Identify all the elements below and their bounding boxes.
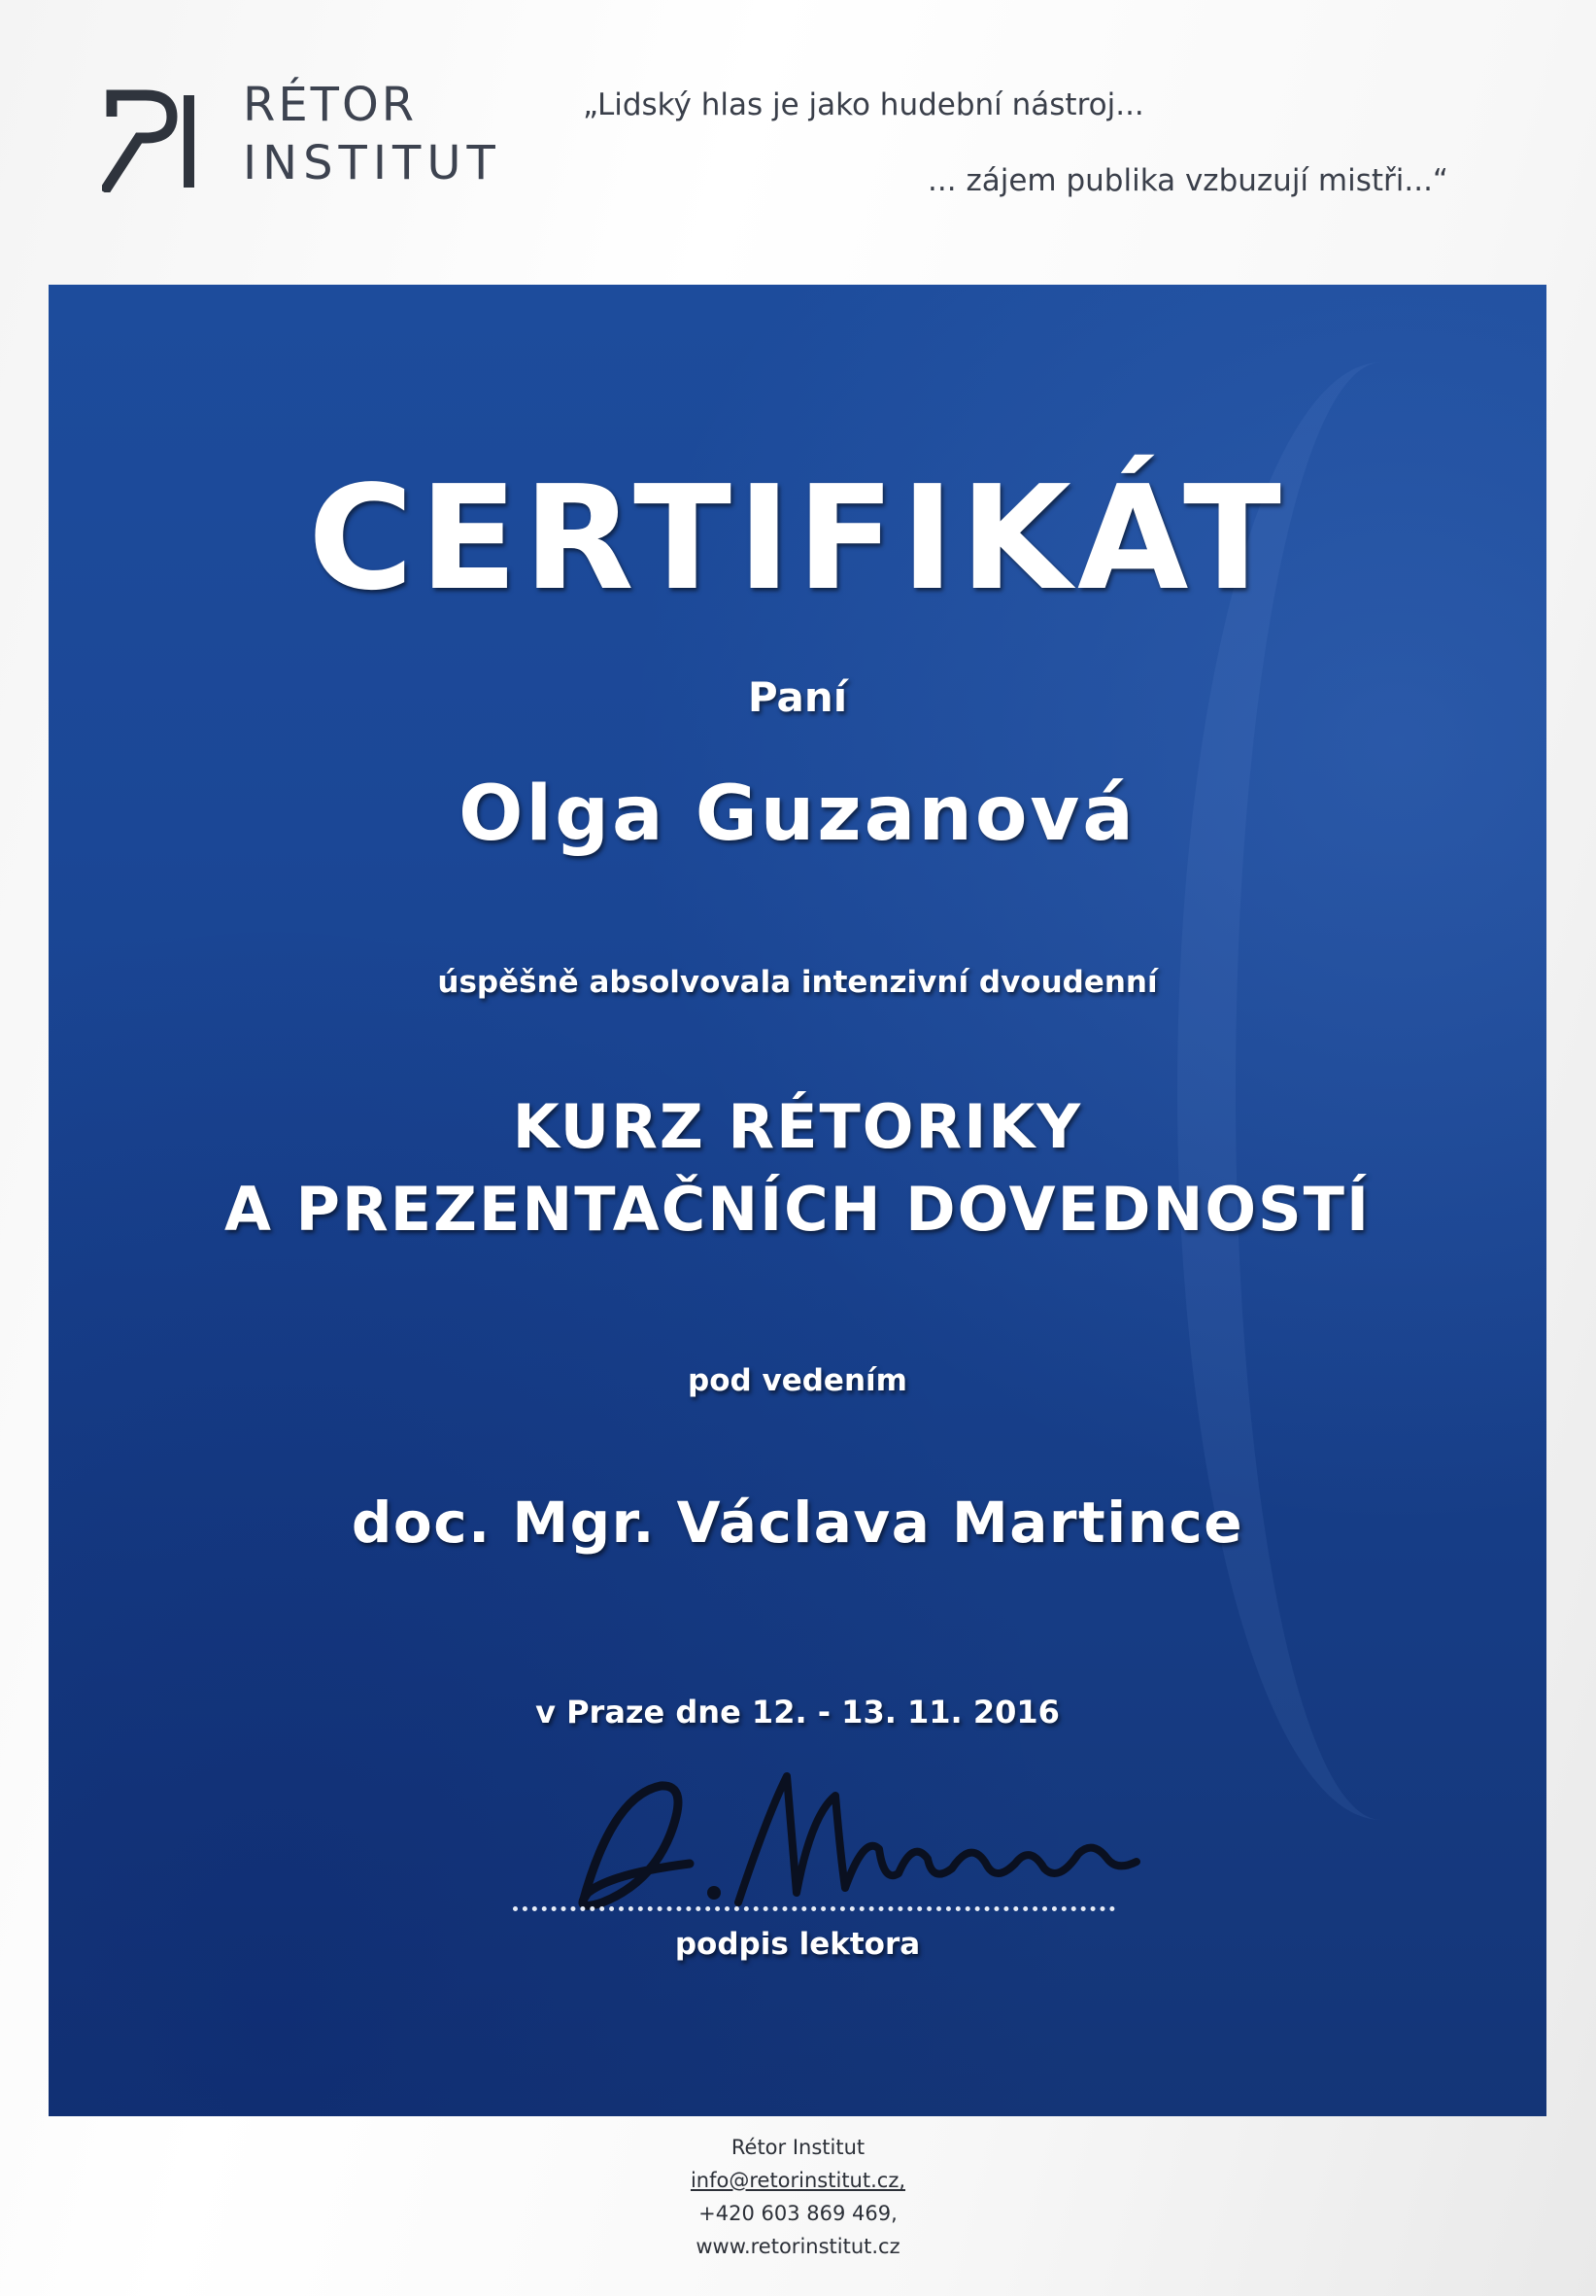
footer-phone: +420 603 869 469, bbox=[698, 2202, 898, 2225]
signature-image bbox=[544, 1757, 1166, 1941]
led-by-label: pod vedením bbox=[688, 1363, 907, 1398]
completion-description: úspěšně absolvovala intenzivní dvoudenní bbox=[437, 965, 1158, 1000]
signature-line bbox=[513, 1906, 1115, 1911]
retor-logo-icon bbox=[102, 86, 199, 192]
quote-line-2: ... zájem publika vzbuzují mistři...“ bbox=[928, 163, 1448, 198]
course-title-line-1: KURZ RÉTORIKY bbox=[512, 1091, 1083, 1162]
certificate-title: CERTIFIKÁT bbox=[308, 455, 1287, 622]
logo-wordmark bbox=[243, 78, 501, 190]
footer-company-name: Rétor Institut bbox=[730, 2136, 866, 2159]
certificate-panel bbox=[49, 285, 1546, 2116]
lecturer-name: doc. Mgr. Václava Martince bbox=[351, 1490, 1244, 1556]
footer-email-link[interactable]: info@retorinstitut.cz, bbox=[690, 2169, 906, 2192]
logo-line-institut: INSTITUT bbox=[243, 136, 501, 190]
quote-line-1: „Lidský hlas je jako hudební nástroj... bbox=[583, 87, 1144, 122]
footer-website-link[interactable]: www.retorinstitut.cz bbox=[696, 2235, 900, 2258]
place-and-date: v Praze dne 12. - 13. 11. 2016 bbox=[535, 1694, 1060, 1731]
logo-line-retor: RÉTOR bbox=[243, 78, 418, 132]
salutation: Paní bbox=[747, 673, 848, 721]
recipient-name: Olga Guzanová bbox=[458, 771, 1137, 858]
signature-label: podpis lektora bbox=[674, 1927, 921, 1962]
course-title-line-2: A PREZENTAČNÍCH DOVEDNOSTÍ bbox=[223, 1174, 1372, 1245]
